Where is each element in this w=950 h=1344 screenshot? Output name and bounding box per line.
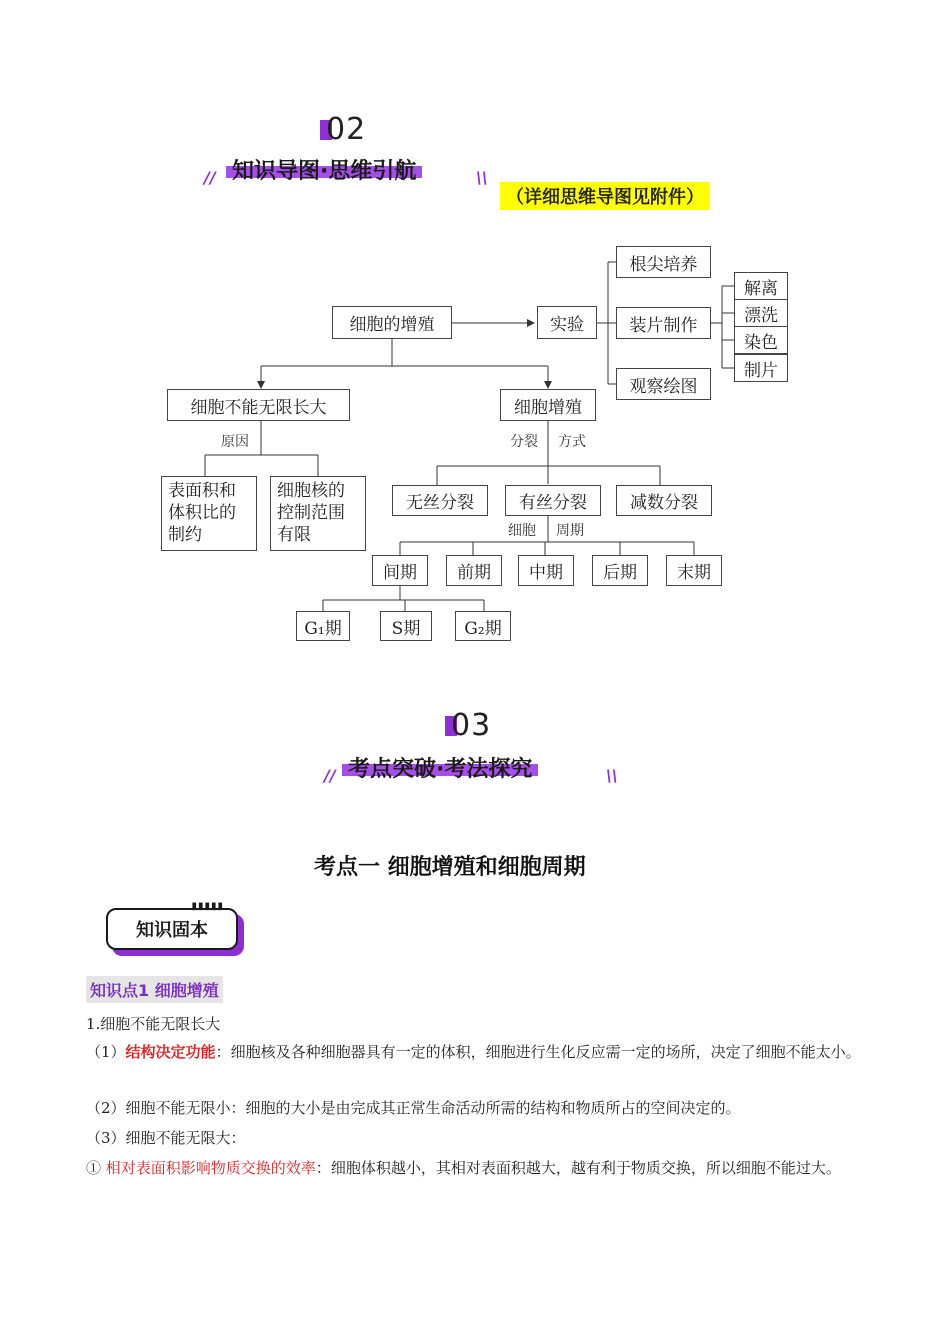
- key-term-structure-function: 结构决定功能: [125, 1043, 216, 1061]
- node-exp-step-3: 观察绘图: [616, 368, 711, 400]
- banner-slash-left: //: [324, 766, 336, 785]
- item-1: 1.细胞不能无限长大: [86, 1015, 221, 1033]
- section-title: 知识导图·思维引航: [232, 159, 417, 184]
- section-title-banner: [342, 752, 538, 782]
- paragraph-2: （2）细胞不能无限小：细胞的大小是由完成其正常生命活动所需的结构和物质所占的空间决定的。: [86, 1099, 741, 1117]
- topic-heading: 考点一 细胞增殖和细胞周期: [314, 855, 586, 880]
- node-slide-step-3: 染色: [734, 326, 788, 354]
- section-number-03: 03: [451, 708, 491, 743]
- node-phase-prophase: 前期: [446, 555, 502, 586]
- paragraph-4: ① 相对表面积影响物质交换的效率：细胞体积越小，其相对表面积越大，越有利于物质交换，所以细胞不能过大。: [86, 1159, 841, 1177]
- binder-rings-icon: ▮▮▮▮▮: [191, 901, 224, 912]
- node-g2-phase: G₂期: [455, 611, 511, 641]
- node-exp-step-1: 根尖培养: [616, 246, 711, 278]
- key-term-surface-area: 相对表面积影响物质交换的效率: [105, 1159, 316, 1177]
- paragraph-1: （1）结构决定功能：细胞核及各种细胞器具有一定的体积，细胞进行生化反应需一定的场所，决定了细胞不能太小。: [86, 1043, 861, 1061]
- node-mitosis: 有丝分裂: [505, 485, 601, 516]
- node-reason-2: 细胞核的控制范围有限: [270, 476, 366, 551]
- node-root: 细胞的增殖: [332, 306, 452, 339]
- badge-label: 知识固本: [106, 908, 238, 950]
- node-phase-telophase: 末期: [666, 555, 722, 586]
- section-number-02: 02: [326, 112, 366, 147]
- node-slide-step-2: 漂洗: [734, 299, 788, 327]
- knowledge-badge: [106, 901, 238, 950]
- label-division-a: 分裂: [510, 434, 538, 450]
- knowledge-point-title: 知识点1 细胞增殖: [86, 976, 223, 1003]
- node-slide-step-1: 解离: [734, 272, 788, 300]
- node-experiment: 实验: [537, 306, 597, 339]
- label-division-b: 方式: [558, 434, 586, 450]
- node-proliferation: 细胞增殖: [500, 389, 596, 421]
- banner-slash-left: //: [204, 168, 216, 187]
- label-cycle-a: 细胞: [508, 523, 536, 539]
- section-title: 考点突破·考法探究: [348, 757, 533, 782]
- attachment-note: （详细思维导图见附件）: [500, 182, 710, 210]
- node-cannot-grow: 细胞不能无限长大: [167, 389, 350, 421]
- node-exp-step-2: 装片制作: [616, 307, 711, 339]
- node-phase-anaphase: 后期: [592, 555, 648, 586]
- node-phase-interphase: 间期: [372, 555, 428, 586]
- node-reason-1: 表面积和体积比的制约: [161, 476, 257, 551]
- label-cycle-b: 周期: [556, 523, 584, 539]
- banner-slash-right: \\: [606, 766, 618, 785]
- node-s-phase: S期: [380, 611, 432, 641]
- paragraph-3: （3）细胞不能无限大：: [86, 1129, 246, 1147]
- banner-slash-right: \\: [476, 168, 488, 187]
- node-g1-phase: G₁期: [296, 611, 350, 641]
- node-meiosis: 减数分裂: [616, 485, 712, 516]
- node-slide-step-4: 制片: [734, 354, 788, 382]
- label-reason: 原因: [221, 434, 249, 450]
- node-amitosis: 无丝分裂: [392, 485, 488, 516]
- node-phase-metaphase: 中期: [518, 555, 574, 586]
